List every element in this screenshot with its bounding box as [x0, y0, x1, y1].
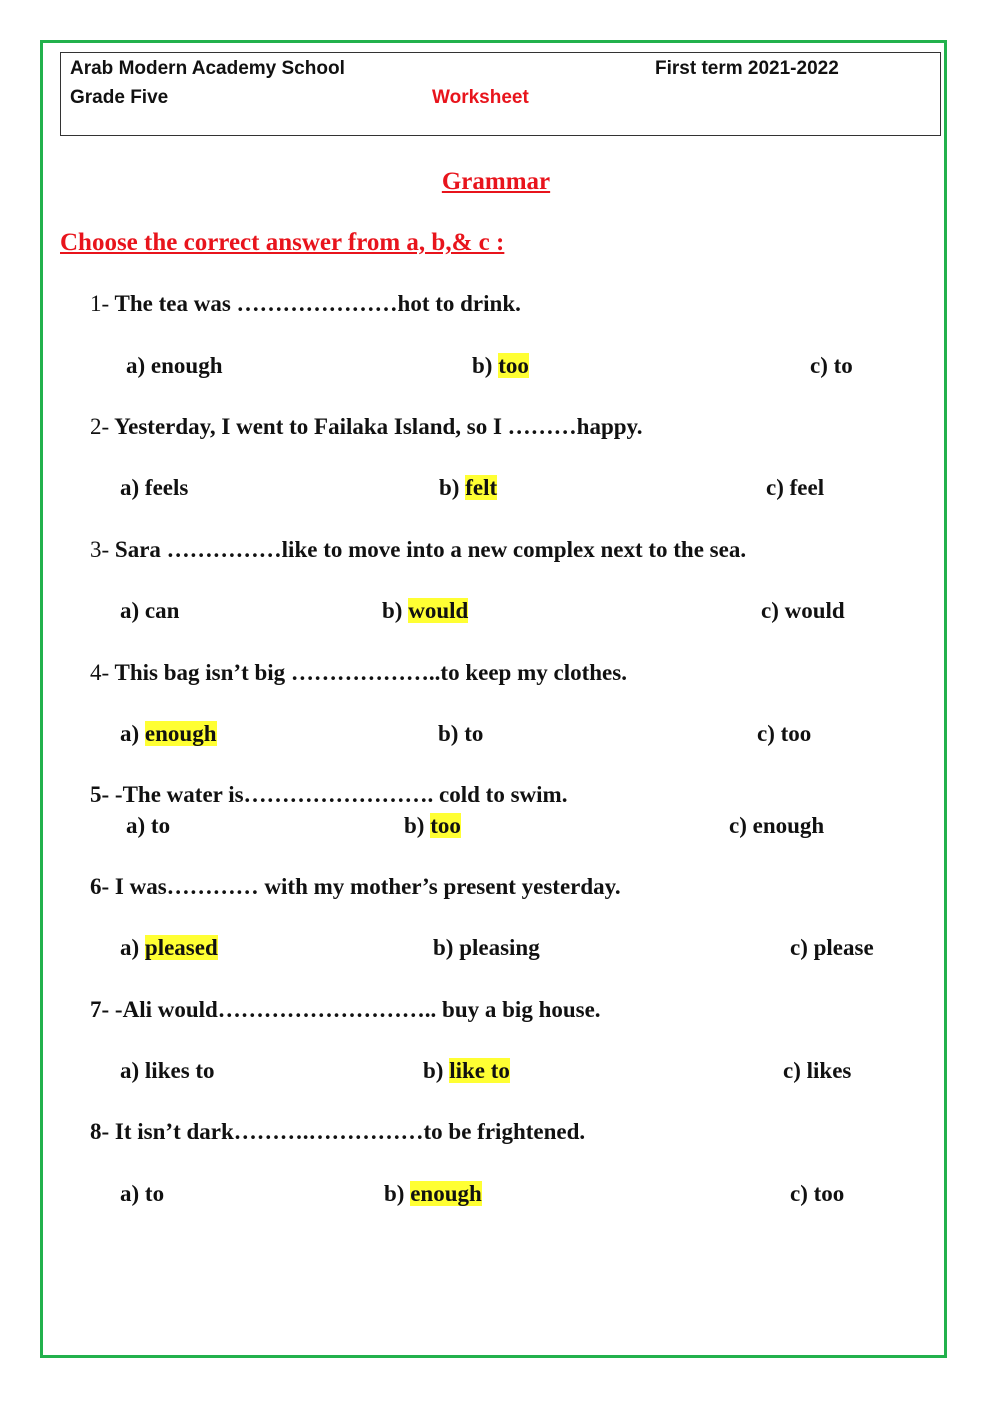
- option-letter: a): [120, 1181, 140, 1206]
- question-number: 6-: [90, 874, 110, 899]
- q5-option-a[interactable]: [126, 813, 170, 839]
- q2-option-b[interactable]: [439, 475, 497, 501]
- question-number: 2-: [90, 414, 110, 439]
- option-text: to: [833, 353, 853, 378]
- question-text: It isn’t dark……….……………to be frightened.: [114, 1119, 586, 1144]
- option-text: likes to: [144, 1058, 215, 1083]
- q4-option-a[interactable]: [120, 721, 217, 747]
- q8-option-c[interactable]: [790, 1181, 844, 1207]
- option-letter: c): [790, 935, 808, 960]
- option-letter: a): [126, 353, 146, 378]
- option-letter: c): [766, 475, 784, 500]
- option-letter: b): [404, 813, 425, 838]
- option-letter: a): [120, 598, 140, 623]
- option-letter: b): [472, 353, 493, 378]
- term-label: First term 2021-2022: [655, 58, 839, 79]
- option-text-highlighted: would: [408, 598, 469, 623]
- question-2: [90, 414, 643, 440]
- option-letter: c): [761, 598, 779, 623]
- question-text: Yesterday, I went to Failaka Island, so I ………happy.: [114, 414, 643, 439]
- question-8: [90, 1119, 585, 1145]
- option-text: to: [464, 721, 484, 746]
- option-letter: b): [433, 935, 454, 960]
- question-text: Sara ……………like to move into a new complex next to the sea.: [114, 537, 747, 562]
- option-letter: c): [790, 1181, 808, 1206]
- option-text: to: [144, 1181, 165, 1206]
- worksheet-label: Worksheet: [432, 87, 529, 108]
- q4-option-c[interactable]: [757, 721, 811, 747]
- question-text: The tea was …………………hot to drink.: [114, 291, 521, 316]
- q7-option-a[interactable]: [120, 1058, 215, 1084]
- question-7: [90, 997, 601, 1023]
- q5-option-c[interactable]: [729, 813, 824, 839]
- option-text-highlighted: like to: [449, 1058, 510, 1083]
- q8-option-b[interactable]: [384, 1181, 482, 1207]
- option-letter: c): [729, 813, 747, 838]
- option-text: can: [144, 598, 180, 623]
- option-letter: c): [783, 1058, 801, 1083]
- option-text-highlighted: enough: [144, 721, 217, 746]
- option-text: enough: [150, 353, 223, 378]
- option-letter: b): [438, 721, 459, 746]
- option-letter: b): [384, 1181, 405, 1206]
- question-number: 4-: [90, 660, 110, 685]
- option-letter: a): [120, 935, 140, 960]
- option-text: feels: [144, 475, 189, 500]
- q2-option-a[interactable]: [120, 475, 188, 501]
- question-text: This bag isn’t big ………………..to keep my clothes.: [114, 660, 627, 685]
- option-letter: b): [439, 475, 460, 500]
- option-text: too: [813, 1181, 845, 1206]
- option-text-highlighted: pleased: [144, 935, 218, 960]
- q6-option-b[interactable]: [433, 935, 540, 961]
- option-letter: a): [120, 1058, 140, 1083]
- header-box: [60, 52, 941, 136]
- instruction: Choose the correct answer from a, b,& c :: [60, 229, 505, 256]
- q7-option-c[interactable]: [783, 1058, 851, 1084]
- option-text: feel: [789, 475, 825, 500]
- q3-option-b[interactable]: [382, 598, 468, 624]
- school-name: Arab Modern Academy School: [70, 58, 345, 79]
- option-letter: b): [382, 598, 403, 623]
- q1-option-c[interactable]: [810, 353, 853, 379]
- option-text: to: [150, 813, 171, 838]
- option-text: enough: [752, 813, 825, 838]
- option-letter: b): [423, 1058, 444, 1083]
- q6-option-c[interactable]: [790, 935, 874, 961]
- option-text: pleasing: [459, 935, 540, 960]
- question-text: I was………… with my mother’s present yesterday.: [114, 874, 621, 899]
- option-letter: a): [126, 813, 146, 838]
- question-number: 5-: [90, 782, 110, 807]
- option-text-highlighted: felt: [465, 475, 498, 500]
- option-text: would: [784, 598, 845, 623]
- q1-option-b[interactable]: [472, 353, 529, 379]
- q8-option-a[interactable]: [120, 1181, 164, 1207]
- option-text-highlighted: too: [498, 353, 529, 378]
- question-4: [90, 660, 627, 686]
- question-1: [90, 291, 521, 317]
- grade-label: Grade Five: [70, 87, 169, 108]
- option-letter: a): [120, 721, 140, 746]
- option-letter: a): [120, 475, 140, 500]
- q3-option-c[interactable]: [761, 598, 845, 624]
- question-text: -Ali would……………………….. buy a big house.: [114, 997, 601, 1022]
- q4-option-b[interactable]: [438, 721, 483, 747]
- option-text: please: [813, 935, 874, 960]
- option-text-highlighted: enough: [410, 1181, 482, 1206]
- question-6: [90, 874, 621, 900]
- question-text: -The water is……………………. cold to swim.: [114, 782, 568, 807]
- q3-option-a[interactable]: [120, 598, 179, 624]
- question-number: 1-: [90, 291, 110, 316]
- option-text-highlighted: too: [430, 813, 461, 838]
- question-number: 3-: [90, 537, 110, 562]
- option-text: likes: [806, 1058, 852, 1083]
- q1-option-a[interactable]: [126, 353, 223, 379]
- option-letter: c): [757, 721, 775, 746]
- question-3: [90, 537, 746, 563]
- option-letter: c): [810, 353, 828, 378]
- option-text: too: [780, 721, 812, 746]
- q5-option-b[interactable]: [404, 813, 461, 839]
- q6-option-a[interactable]: [120, 935, 218, 961]
- question-number: 7-: [90, 997, 110, 1022]
- q7-option-b[interactable]: [423, 1058, 510, 1084]
- q2-option-c[interactable]: [766, 475, 824, 501]
- question-5: [90, 782, 567, 808]
- question-number: 8-: [90, 1119, 110, 1144]
- section-title: Grammar: [441, 168, 551, 195]
